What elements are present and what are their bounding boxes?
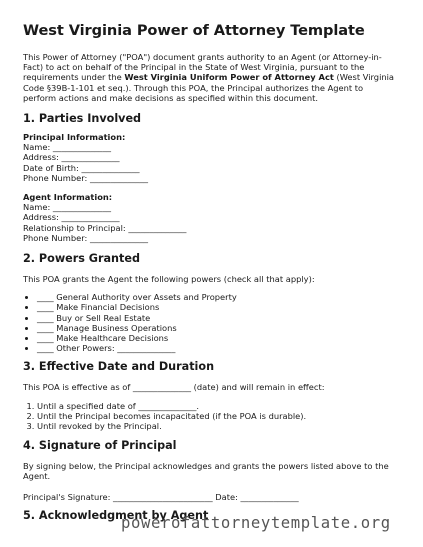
duration-option: 1. Until a specified date of ______________. <box>37 401 398 411</box>
agent-relationship-field: Relationship to Principal: ______________ <box>23 222 187 233</box>
section-2-heading: 2. Powers Granted <box>23 252 140 266</box>
principal-info-heading: Principal Information: <box>23 132 126 143</box>
section-5-heading: 5. Acknowledgment by Agent <box>23 508 209 522</box>
act-name: West Virginia Uniform Power of Attorney Act <box>124 72 334 83</box>
duration-options-list <box>23 401 398 432</box>
powers-list <box>23 292 398 353</box>
duration-option: 3. Until revoked by the Principal. <box>37 421 398 431</box>
powers-intro-text: This POA grants the Agent the following powers (check all that apply): <box>23 274 315 285</box>
duration-option: 2. Until the Principal becomes incapacitated (if the POA is durable). <box>37 411 398 421</box>
section-1-heading: 1. Parties Involved <box>23 112 142 126</box>
intro-text-1: This Power of Attorney ("POA") document grants authority to an Agent (or Attorney-in-Fact) to act on behalf of the Principal in the State of West Virginia, pursuant to the requirements under the <box>23 52 382 83</box>
intro-text-2: (West Virginia Code §39B-1-101 et seq.). Through this POA, the Principal authorizes the Agent to perform actions and make decisions as specified within this document. <box>23 72 395 103</box>
principal-address-field: Address: ______________ <box>23 152 120 163</box>
agent-address-field: Address: ______________ <box>23 212 120 223</box>
power-item: • ____ Make Healthcare Decisions <box>37 333 398 343</box>
power-item: • ____ Manage Business Operations <box>37 323 398 333</box>
power-item: • ____ Other Powers: ______________ <box>37 343 398 353</box>
agent-phone-field: Phone Number: ______________ <box>23 232 149 243</box>
power-item: • ____ Make Financial Decisions <box>37 302 398 312</box>
principal-signature-line: Principal's Signature: ________________________ Date: ______________ <box>23 491 299 502</box>
power-item: • ____ General Authority over Assets and Property <box>37 292 398 302</box>
effective-date-text: This POA is effective as of ______________ (date) and will remain in effect: <box>23 382 325 393</box>
intro-paragraph <box>23 52 398 103</box>
document-page <box>23 22 398 523</box>
document-title: West Virginia Power of Attorney Template <box>23 22 365 39</box>
principal-dob-field: Date of Birth: ______________ <box>23 162 140 173</box>
signature-acknowledgment-text: By signing below, the Principal acknowledges and grants the powers listed above to the Agent. <box>23 461 389 482</box>
section-3-heading: 3. Effective Date and Duration <box>23 360 215 374</box>
website-watermark: powerofattorneytemplate.org <box>121 514 391 532</box>
agent-info-heading: Agent Information: <box>23 192 113 203</box>
agent-name-field: Name: ______________ <box>23 202 111 213</box>
section-4-heading: 4. Signature of Principal <box>23 439 177 453</box>
power-item: • ____ Buy or Sell Real Estate <box>37 313 398 323</box>
principal-name-field: Name: ______________ <box>23 142 111 153</box>
principal-phone-field: Phone Number: ______________ <box>23 172 149 183</box>
